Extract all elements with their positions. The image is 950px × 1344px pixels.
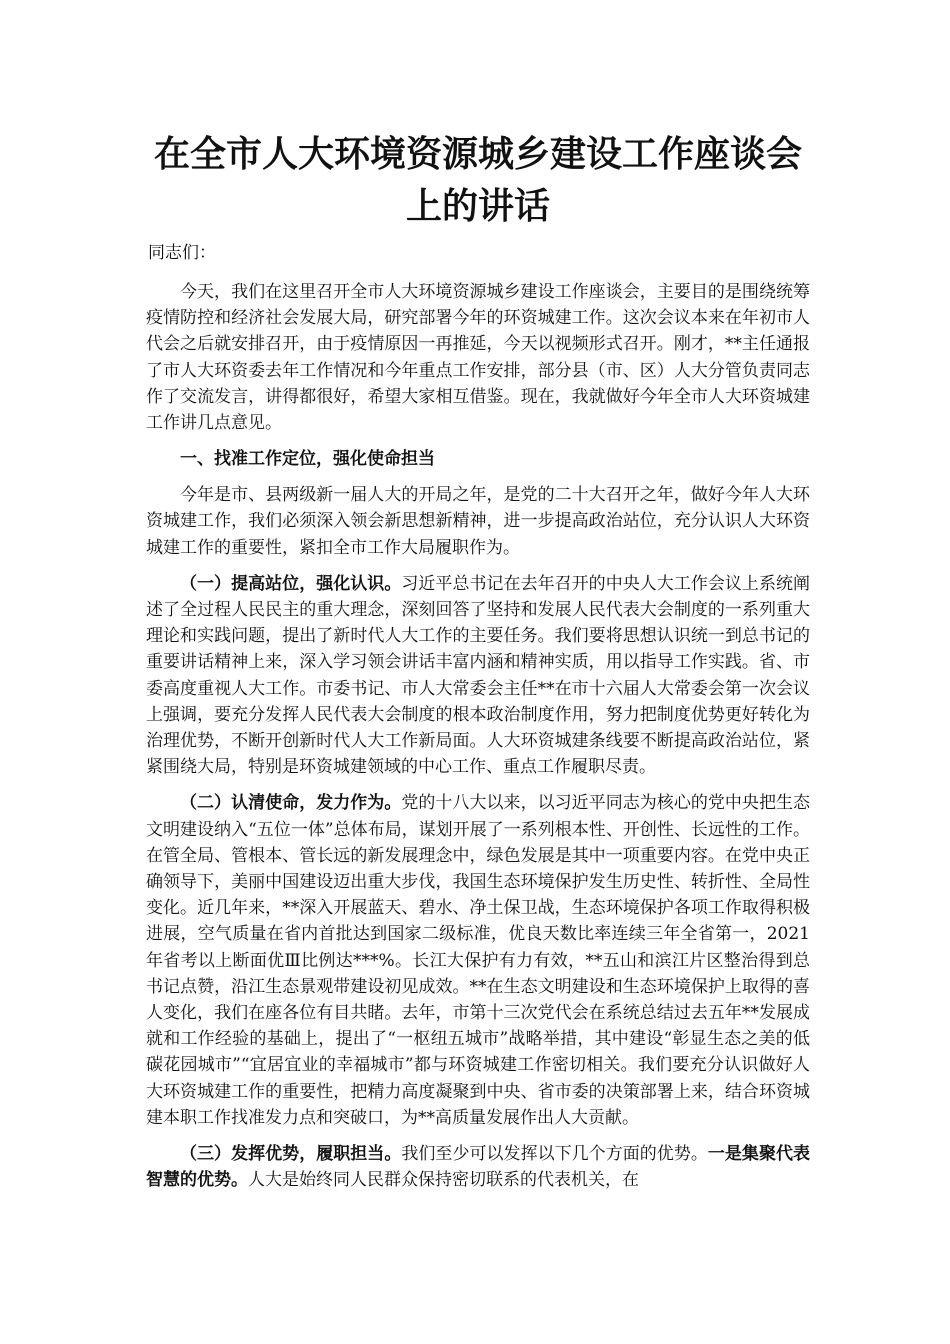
- intro-paragraph: 今天，我们在这里召开全市人大环境资源城乡建设工作座谈会，主要目的是围绕统筹疫情防控和经济社会发展大局，研究部署今年的环资城建工作。这次会议本来在年初市人代会之后就安排召开，由于疫情原因一再推延，今天以视频形式召开。刚才，**主任通报了市人大环资委去年工作情况和今年重点工作安排，部分县（市、区）人大分管负责同志作了交流发言，讲得都很好，希望大家相互借鉴。现在，我就做好今年全市人大环资城建工作讲几点意见。: [146, 282, 810, 434]
- title-line-1: 在全市人大环境资源城乡建设工作座谈会: [153, 133, 802, 175]
- point-1-body: 习近平总书记在去年召开的中央人大工作会议上系统阐述了全过程人民民主的重大理念，深刻回答了坚持和发展人民代表大会制度的一系列重大理论和实践问题，提出了新时代人大工作的主要任务。我们要将思想认识统一到总书记的重要讲话精神上来，深入学习领会讲话丰富内涵和精神实质，用以指导工作实践。省、市委高度重视人大工作。市委书记、市人大常委会主任**在市十六届人大常委会第一次会议上强调，要充分发挥人民代表大会制度的根本政治制度作用，努力把制度优势更好转化为治理优势，不断开创新时代人大工作新局面。人大环资城建条线要不断提高政治站位，紧紧围绕大局，特别是环资城建领域的中心工作、重点工作履职尽责。: [146, 573, 811, 778]
- point-2-lead: （二）认清使命，发力作为。: [180, 793, 402, 814]
- section-1-intro: 今年是市、县两级新一届人大的开局之年，是党的二十大召开之年，做好今年人大环资城建工作，我们必须深入领会新思想新精神，进一步提高政治站位，充分认识人大环资城建工作的重要性，紧扣全市工作大局履职作为。: [146, 485, 810, 558]
- point-1-paragraph: [146, 571, 810, 781]
- point-2-body: 党的十八大以来，以习近平同志为核心的党中央把生态文明建设纳入“五位一体”总体布局，谋划开展了一系列根本性、开创性、长远性的工作。在管全局、管根本、管长远的新发展理念中，绿色发展是其中一项重要内容。在党中央正确领导下，美丽中国建设迈出重大步伐，我国生态环境保护发生历史性、转折性、全局性变化。近几年来，**深入开展蓝天、碧水、净土保卫战，生态环境保护各项工作取得积极进展，空气质量在省内首批达到国家二级标准，优良天数比率连续三年全省第一，2021年省考以上断面优Ⅲ比例达***%。长江大保护有力有效，**五山和滨江片区整治得到总书记点赞，沿江生态景观带建设初见成效。**在生态文明建设和生态环境保护上取得的喜人变化，我们在座各位有目共睹。去年，市第十三次党代会在系统总结过去五年**发展成就和工作经验的基础上，提出了“一枢纽五城市”战略举措，其中建设“彰显生态之美的低碳花园城市”“宜居宜业的幸福城市”都与环资城建工作密切相关。我们要充分认识做好人大环资城建工作的重要性，把精力高度凝聚到中央、省市委的决策部署上来，结合环资城建本职工作找准发力点和突破口，为**高质量发展作出人大贡献。: [146, 793, 811, 1128]
- document-title: [146, 128, 810, 232]
- point-3-lead: （三）发挥优势，履职担当。: [180, 1144, 402, 1165]
- document-page: [146, 128, 810, 1194]
- title-line-2: 上的讲话: [405, 185, 550, 227]
- point-2-paragraph: [146, 790, 810, 1131]
- point-3-paragraph: [146, 1141, 810, 1193]
- point-3-sub-lead: 一是集聚代表智慧的优势。: [146, 1144, 811, 1191]
- section-1-heading: 一、找准工作定位，强化使命担当: [180, 449, 435, 470]
- point-3-sub-body: 人大是始终同人民群众保持密切联系的代表机关，在: [248, 1170, 639, 1191]
- greeting: 同志们：: [148, 243, 216, 263]
- point-1-lead: （一）提高站位，强化认识。: [180, 573, 402, 594]
- point-3-body: 我们至少可以发挥以下几个方面的优势。: [401, 1144, 708, 1165]
